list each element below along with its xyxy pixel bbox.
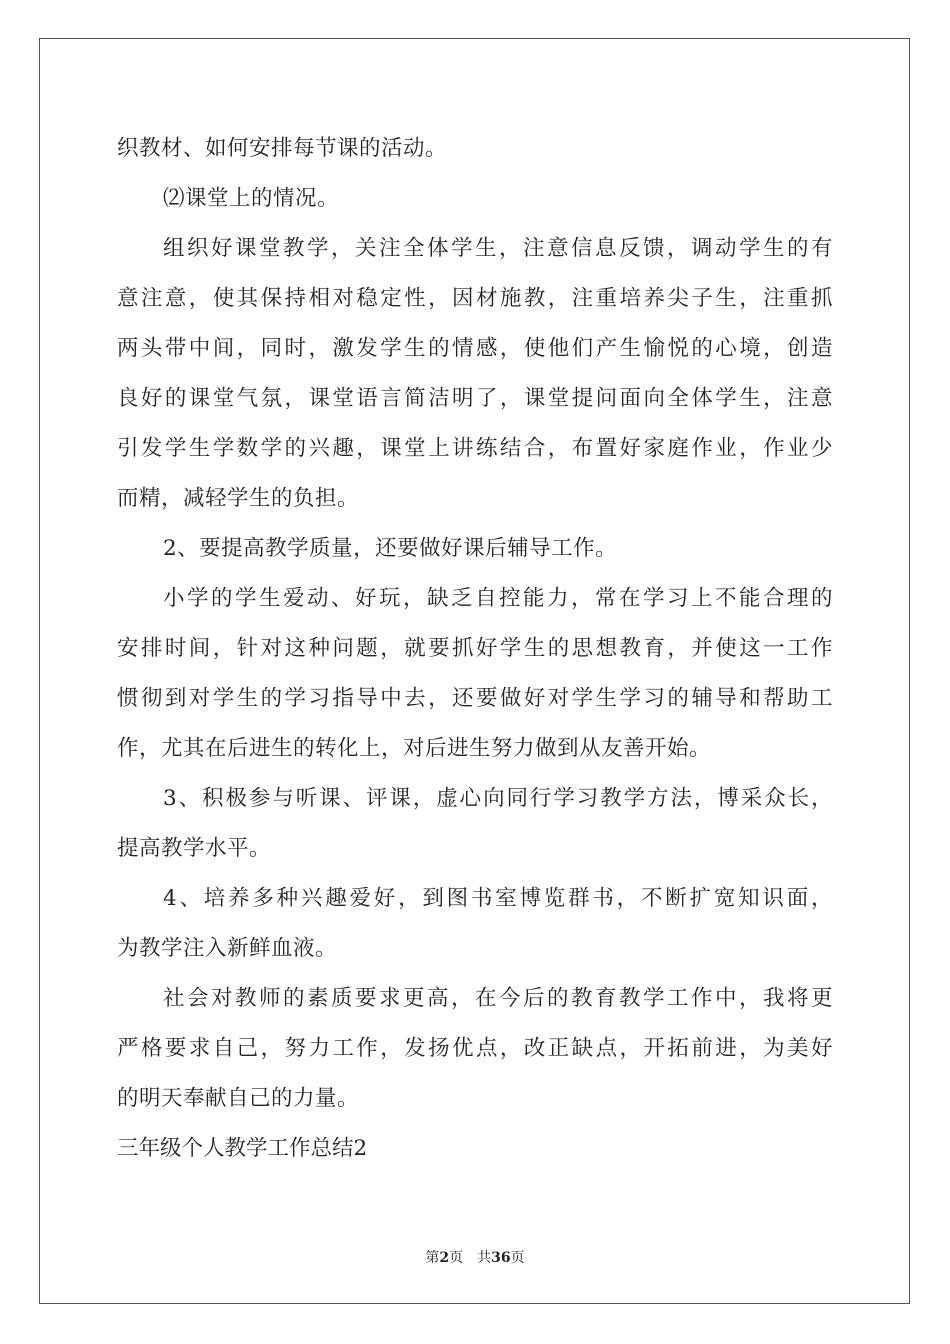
text-line: 为教学注入新鲜血液。: [117, 936, 338, 961]
text-line: 意注意，使其保持相对稳定性，因材施教，注重培养尖子生，注重抓: [117, 286, 833, 311]
text-line: ⑵课堂上的情况。: [163, 186, 340, 211]
text-line: 安排时间，针对这种问题，就要抓好学生的思想教育，并使这一工作: [117, 636, 833, 661]
text-line: 组织好课堂教学，关注全体学生，注意信息反馈，调动学生的有: [163, 236, 833, 261]
text-line: 良好的课堂气氛，课堂语言简洁明了，课堂提问面向全体学生，注意: [117, 386, 833, 411]
text-line: 社会对教师的素质要求更高，在今后的教育教学工作中，我将更: [163, 986, 833, 1011]
document-body: [117, 124, 833, 1174]
text-line: 作，尤其在后进生的转化上，对后进生努力做到从友善开始。: [117, 736, 712, 761]
text-line: 提高教学水平。: [117, 836, 272, 861]
text-line: 而精，减轻学生的负担。: [117, 486, 360, 511]
page-footer: [0, 1247, 950, 1267]
text-line: 惯彻到对学生的学习指导中去，还要做好对学生学习的辅导和帮助工: [117, 686, 833, 711]
current-page-number: 2: [439, 1250, 450, 1266]
text-line: 织教材、如何安排每节课的活动。: [117, 136, 448, 161]
total-page-count: 36: [491, 1250, 511, 1266]
footer-mid: 页 共: [449, 1250, 492, 1266]
text-line: 引发学生学数学的兴趣，课堂上讲练结合，布置好家庭作业，作业少: [117, 436, 833, 461]
text-line: 严格要求自己，努力工作，发扬优点，改正缺点，开拓前进，为美好: [117, 1036, 833, 1061]
footer-prefix: 第: [425, 1250, 440, 1266]
text-line: 3、积极参与听课、评课，虚心向同行学习教学方法，博采众长，: [163, 786, 833, 811]
footer-suffix: 页: [510, 1250, 525, 1266]
section-heading: 三年级个人教学工作总结2: [117, 1136, 368, 1161]
text-line: 小学的学生爱动、好玩，缺乏自控能力，常在学习上不能合理的: [163, 586, 833, 611]
text-line: 的明天奉献自己的力量。: [117, 1086, 360, 1111]
text-line: 2、要提高教学质量，还要做好课后辅导工作。: [163, 536, 618, 561]
text-line: 两头带中间，同时，激发学生的情感，使他们产生愉悦的心境，创造: [117, 336, 833, 361]
text-line: 4、培养多种兴趣爱好，到图书室博览群书，不断扩宽知识面，: [163, 886, 833, 911]
